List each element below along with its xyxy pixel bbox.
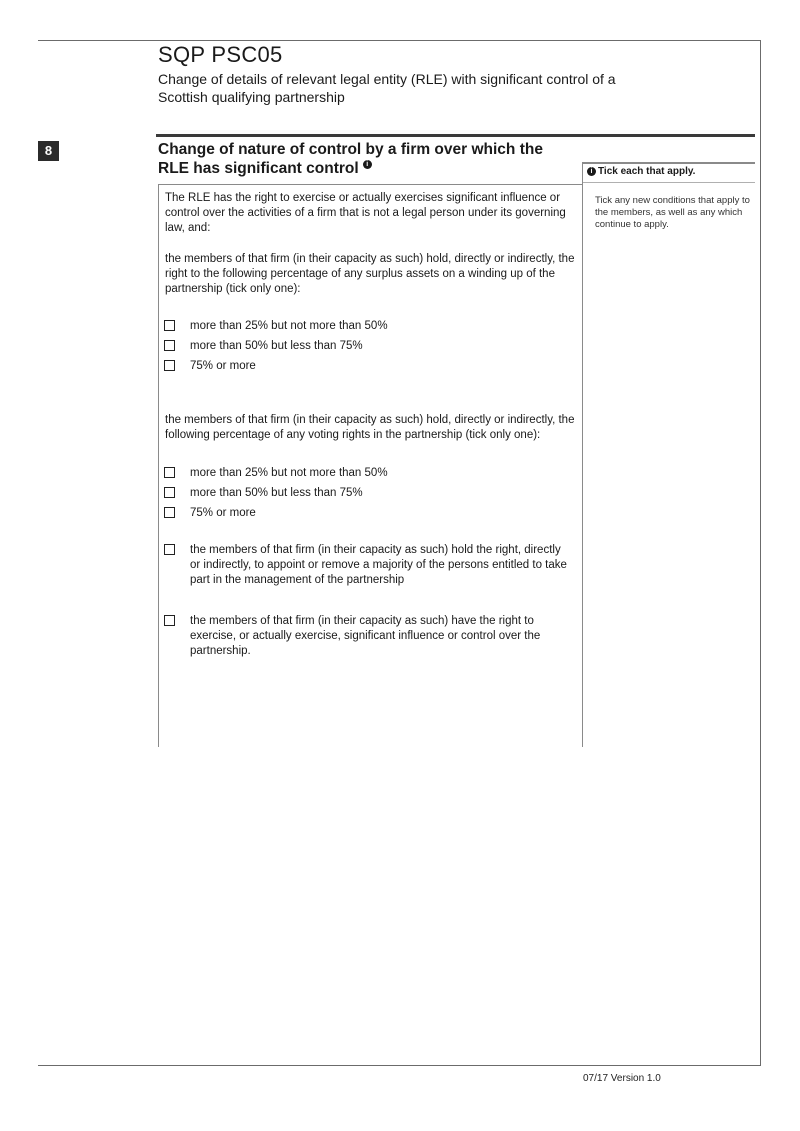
- section-number-badge: 8: [38, 141, 59, 161]
- form-frame-left: [158, 184, 159, 747]
- side-panel-title-text: Tick each that apply.: [598, 166, 696, 177]
- voting-50-75-label: more than 50% but less than 75%: [190, 487, 363, 499]
- voting-rights-paragraph: the members of that firm (in their capacity as such) hold, directly or indirectly, the following percentage of any voting rights in the partnership (tick only one):: [165, 414, 575, 441]
- footer-version: 07/17 Version 1.0: [583, 1073, 661, 1084]
- surplus-25-50-label: more than 25% but not more than 50%: [190, 320, 388, 332]
- side-panel-separator: [583, 182, 755, 183]
- side-panel-top-rule: [583, 162, 755, 164]
- appoint-remove-checkbox[interactable]: [164, 544, 175, 555]
- appoint-remove-label: the members of that firm (in their capacity as such) hold the right, directly or indirectly, to appoint or remove a majority of the persons entitled to take part in the management of the partnership: [190, 544, 567, 586]
- form-frame-right: [582, 162, 583, 747]
- top-rule: [38, 40, 760, 41]
- form-subtitle: Change of details of relevant legal entity (RLE) with significant control of a Scottish qualifying partnership: [158, 71, 616, 105]
- voting-75-plus-label: 75% or more: [190, 507, 256, 519]
- surplus-75-plus-label: 75% or more: [190, 360, 256, 372]
- section-heading: [158, 140, 578, 178]
- info-icon: i: [363, 160, 372, 169]
- significant-influence-label: the members of that firm (in their capacity as such) have the right to exercise, or actually exercise, significant influence or control over the partnership.: [190, 615, 541, 657]
- surplus-75-plus-checkbox[interactable]: [164, 360, 175, 371]
- panel-info-icon: i: [587, 167, 596, 176]
- significant-influence-checkbox[interactable]: [164, 615, 175, 626]
- surplus-50-75-checkbox[interactable]: [164, 340, 175, 351]
- surplus-50-75-label: more than 50% but less than 75%: [190, 340, 363, 352]
- form-code: SQP PSC05: [158, 42, 283, 67]
- section-heading-text: Change of nature of control by a firm over which the RLE has significant control: [158, 141, 543, 177]
- intro-paragraph: The RLE has the right to exercise or actually exercises significant influence or control over the activities of a firm that is not a legal person under its governing law, and:: [165, 192, 566, 234]
- voting-75-plus-checkbox[interactable]: [164, 507, 175, 518]
- right-rule: [760, 40, 761, 1066]
- side-panel-title: [587, 166, 695, 177]
- side-panel-note: Tick any new conditions that apply to the members, as well as any which continue to apply.: [595, 195, 750, 230]
- section-bar: [156, 134, 755, 137]
- voting-25-50-checkbox[interactable]: [164, 467, 175, 478]
- bottom-rule: [38, 1065, 761, 1066]
- surplus-25-50-checkbox[interactable]: [164, 320, 175, 331]
- surplus-assets-paragraph: the members of that firm (in their capacity as such) hold, directly or indirectly, the right to the following percentage of any surplus assets on a winding up of the partnership (tick only one):: [165, 253, 575, 295]
- form-frame-top: [158, 184, 583, 185]
- voting-25-50-label: more than 25% but not more than 50%: [190, 467, 388, 479]
- voting-50-75-checkbox[interactable]: [164, 487, 175, 498]
